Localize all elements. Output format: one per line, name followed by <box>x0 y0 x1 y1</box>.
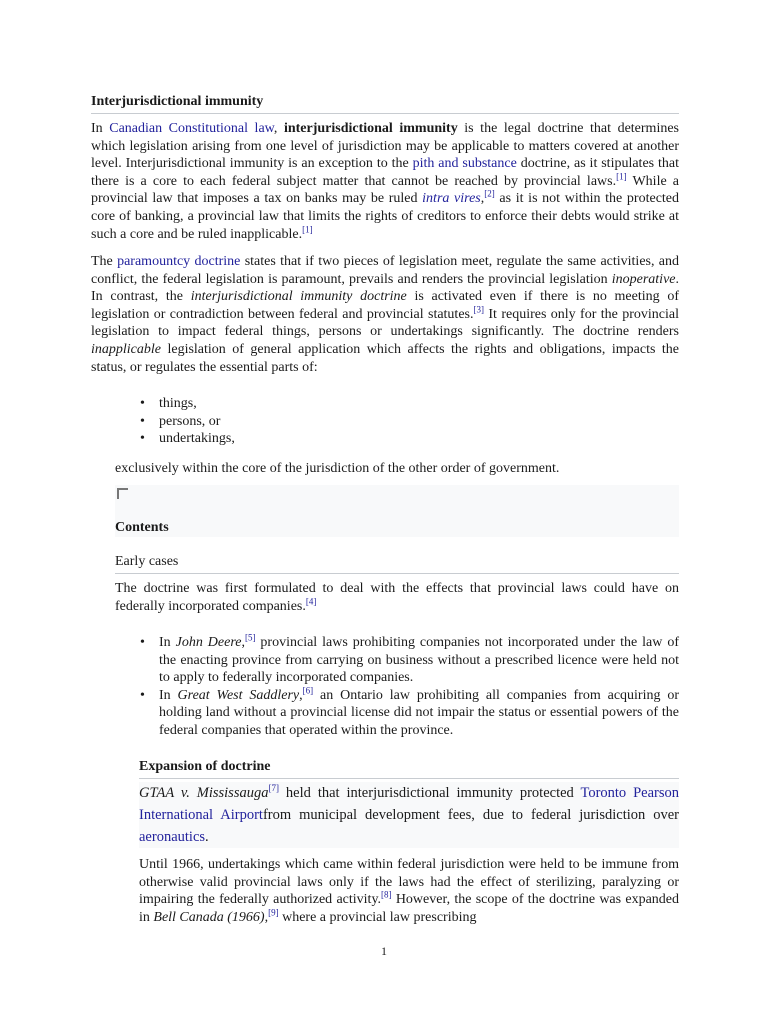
link-toronto-pearson[interactable]: Toronto Pearson International Airport <box>139 785 680 823</box>
contents-label: Contents <box>115 520 169 535</box>
gtaa-paragraph <box>139 782 679 848</box>
early-cases-section <box>115 554 679 574</box>
li-text-c: provincial laws prohibiting companies not incorporated under the law of the enacting province from carrying on business without a prescribed licence were held not to apply to federally incorporated companies. <box>159 635 679 686</box>
li-text-c: an Ontario law prohibiting all companies from acquiring or holding land without a provincial license did not impair the status or essential powers of the federal companies that operated within the province. <box>159 687 680 738</box>
article-title-block <box>91 94 679 114</box>
list-item: • undertakings, <box>137 430 679 448</box>
p1-text-e: While a provincial law that imposes a tax on banks may be ruled <box>91 173 680 207</box>
p1-text-b: , <box>273 121 284 136</box>
case-name: Great West Saddlery <box>177 687 300 703</box>
link-aeronautics[interactable]: aeronautics <box>139 829 206 845</box>
early-cases-paragraph <box>115 580 679 615</box>
page-number: 1 <box>381 944 387 958</box>
p5-text-a: held that interjurisdictional immunity protected <box>278 785 581 801</box>
list-things <box>137 395 679 448</box>
footnote-ref[interactable]: [4] <box>305 595 317 606</box>
case-name: John Deere <box>175 635 242 650</box>
link-canadian-constitutional-law[interactable]: Canadian Constitutional law <box>109 121 274 136</box>
article-title: Interjurisdictional immunity <box>91 94 679 114</box>
p2-italic-3: inapplicable <box>91 341 161 357</box>
footnote-ref[interactable]: [7] <box>268 783 279 794</box>
p6-text-c: , <box>264 909 269 925</box>
p2-text-d: is activated even if there is no meeting of legislation or contradiction between federal and provincial statutes. <box>91 289 680 322</box>
footnote-ref[interactable]: [6] <box>302 685 314 696</box>
footnote-ref[interactable]: [2] <box>484 188 495 199</box>
footnote-ref[interactable]: [3] <box>473 304 484 315</box>
li-text-a: In <box>159 635 176 650</box>
p1-text-g: as it is not within the protected core of banking, a provincial law that limits the rights of creditors to enforce their debts would strike at such a core and be ruled inapplicable. <box>91 191 680 242</box>
li-text-a: In <box>159 687 178 703</box>
table-of-contents <box>115 485 679 537</box>
footnote-ref[interactable]: [9] <box>268 907 279 918</box>
li-text-b: , <box>241 635 245 650</box>
p2-text-e: It requires only for the provincial legislation to impact federal things, persons or undertakings significantly. The doctrine renders <box>91 306 680 340</box>
list-item: • things, <box>137 395 679 413</box>
p2-text-f: legislation of general application which affects the rights and obligations, impacts the status, or regulates the essential parts of: <box>91 341 679 375</box>
p3-text: exclusively within the core of the jurisdiction of the other order of government. <box>115 461 560 476</box>
footnote-ref[interactable]: [8] <box>381 889 392 900</box>
p5-text-b: from municipal development fees, due to federal jurisdiction over <box>262 807 679 823</box>
footnote-ref[interactable]: [1] <box>616 171 627 182</box>
list-item: • persons, or <box>137 413 679 431</box>
case-name: Bell Canada (1966) <box>153 909 265 925</box>
toc-toggle-checkbox[interactable] <box>117 488 128 499</box>
early-cases-list <box>137 634 679 740</box>
link-intra-vires[interactable] <box>422 191 481 206</box>
p1-italic-link: intra vires <box>422 191 481 207</box>
list-item <box>137 687 679 740</box>
expansion-heading: Expansion of doctrine <box>139 759 679 779</box>
p1-text-a: In <box>91 121 110 136</box>
case-name: GTAA v. Mississauga <box>139 785 269 801</box>
p5-text-c: . <box>205 829 209 845</box>
p1-bold-term: interjurisdictional immunity <box>283 121 458 136</box>
p4-text: The doctrine was first formulated to deal with the effects that provincial laws could have on federally incorporated companies. <box>115 581 679 614</box>
paramountcy-paragraph <box>91 253 679 376</box>
early-cases-heading: Early cases <box>115 554 679 574</box>
intro-paragraph <box>91 120 679 243</box>
footnote-ref[interactable]: [1] <box>302 223 313 234</box>
li-text-b: , <box>299 687 303 703</box>
p6-text-b: However, the scope of the doctrine was expanded in <box>139 892 680 925</box>
exclusive-paragraph <box>115 460 679 478</box>
list-item <box>137 634 679 687</box>
p6-text-a: Until 1966, undertakings which came within federal jurisdiction were held to be immune from otherwise valid provincial laws only if the laws had the effect of sterilizing, paralyzing or impairing the federally authorized activity. <box>139 857 679 908</box>
p2-italic-1: inoperative <box>611 271 676 287</box>
p6-text-d: where a provincial law prescribing <box>278 909 477 925</box>
p1-text-d: doctrine, as it stipulates that there is a core to each federal subject matter that cannot be reached by provincial laws. <box>91 156 679 189</box>
link-pith-and-substance[interactable]: pith and substance <box>412 156 517 172</box>
p2-italic-2: interjurisdictional immunity doctrine <box>190 289 407 305</box>
link-paramountcy-doctrine[interactable]: paramountcy doctrine <box>117 254 241 269</box>
p2-text-c: . In contrast, the <box>91 271 679 305</box>
p1-text-c: is the legal doctrine that determines which legislation arising from one level of jurisdiction may be applicable to matters covered at another level. Interjurisdictional immunity is an exception to the <box>91 121 679 172</box>
expansion-section <box>139 759 679 779</box>
p1-text-f: , <box>480 191 485 207</box>
until-1966-paragraph <box>139 856 679 926</box>
p2-text-a: The <box>91 254 118 269</box>
p2-text-b: states that if two pieces of legislation meet, regulate the same activities, and conflict, the federal legislation is paramount, prevails and renders the provincial legislation <box>91 254 680 287</box>
footnote-ref[interactable]: [5] <box>244 632 256 643</box>
